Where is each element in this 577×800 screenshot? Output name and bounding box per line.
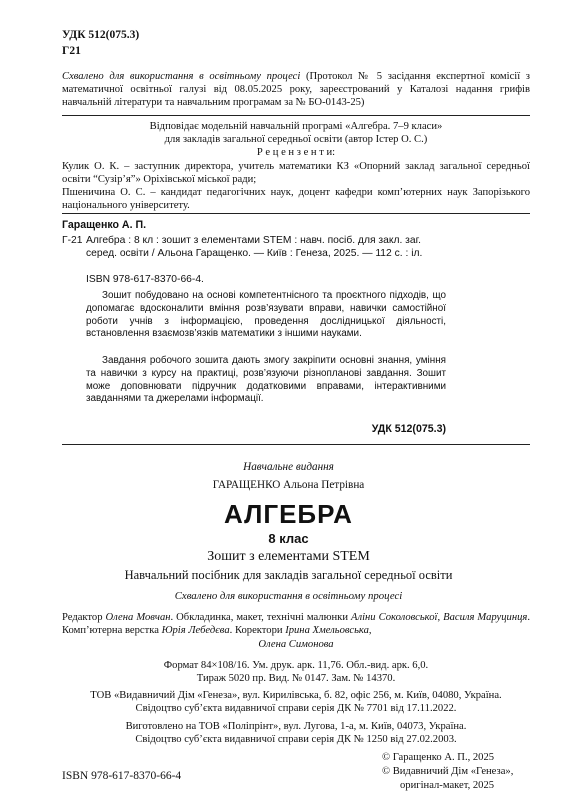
publisher-line-1: ТОВ «Видавничий Дім «Генеза», вул. Кирилівська, б. 82, офіс 256, м. Київ, 04080, Україна. — [90, 690, 502, 701]
print-line: Тираж 5020 пр. Вид. № 0147. Зам. № 14370. — [196, 673, 396, 684]
catalog-annotation-1: Зошит побудовано на основі компетентнісного та проєктного підходів, що допомагає вдосконалити вміння розв’язувати вправи, навички самостійної роботи учнів з інформацією, проведення дослідницької діяльності, встановлення взаємозв’язків математики з іншими науками. — [86, 290, 446, 340]
credits-text-5: . Коректори — [229, 625, 286, 637]
approval-lead: Схвалено для використання в освітньому процесі — [62, 71, 301, 82]
program-line-2: для закладів загальної середньої освіти (автор Істер О. С.) — [164, 134, 428, 145]
divider-1 — [62, 115, 530, 116]
credits-proofreader-1: Ірина Хмельовська — [285, 625, 369, 637]
copyright-2: © Видавничий Дім «Генеза», — [382, 766, 514, 777]
printer-line-1: Виготовлено на ТОВ «Поліпрінт», вул. Лугова, 1-а, м. Київ, 04073, Україна. — [125, 721, 467, 732]
catalog-isbn: ISBN 978-617-8370-66-4. — [86, 274, 204, 285]
reviewer-1: Кулик О. К. – заступник директора, учитель математики КЗ «Опорний заклад загальної середньої освіти “Сузір’я”» Оріхівської міської ради; — [62, 161, 530, 186]
copyright-1: © Гаращенко А. П., 2025 — [382, 752, 495, 763]
catalog-code: Г-21 — [62, 235, 83, 246]
reviewers-title: Р е ц е н з е н т и: — [256, 147, 336, 158]
divider-2 — [62, 213, 530, 214]
divider-3 — [62, 444, 530, 445]
credits-editor: Олена Мовчан — [105, 612, 171, 623]
publisher-line-2: Свідоцтво суб’єкта видавничої справи серія ДК № 7701 від 17.11.2022. — [135, 703, 457, 714]
book-purpose: Навчальний посібник для закладів загальної середньої освіти — [124, 568, 453, 582]
credits-layout: Юрія Лебедєва — [161, 625, 230, 637]
book-grade: 8 клас — [268, 531, 309, 546]
credits-text-1: Редактор — [62, 612, 106, 623]
book-subtitle: Зошит з елементами STEM — [207, 549, 370, 564]
catalog-annotation-2: Завдання робочого зошита дають змогу закріпити основні знання, уміння та навички з курсу на практиці, розв’язуючи різнопланові завдання. Зошит може доповнювати підручник додатковими вправами, інтерактивними завданнями та джерелами інформації. — [86, 355, 446, 405]
isbn-bottom: ISBN 978-617-8370-66-4 — [62, 770, 182, 782]
program-line-1: Відповідає модельній навчальній програмі «Алгебра. 7–9 класи» — [149, 121, 443, 132]
catalog-description: Алгебра : 8 кл : зошит з елементами STEM : навч. посіб. для закл. заг. серед. освіти / Альона Гаращенко. — Київ : Генеза, 2025. — 112 с. : іл. — [86, 235, 423, 259]
credits-text-3: , — [437, 612, 444, 623]
book-title: АЛГЕБРА — [224, 499, 353, 529]
code-top: Г21 — [62, 45, 81, 57]
catalog-udk: УДК 512(075.3) — [371, 423, 446, 435]
catalog-author: Гаращенко А. П. — [62, 219, 147, 231]
approval-paragraph — [62, 70, 530, 110]
credits-text-6: , — [368, 625, 372, 637]
credits-text-2: . Обкладинка, макет, технічні малюнки — [170, 612, 351, 623]
credits-proofreader-2: Олена Симонова — [258, 639, 334, 650]
edition-type: Навчальне видання — [243, 461, 334, 473]
credits-illustrator-1: Аліни Соколовської — [351, 612, 438, 623]
printer-line-2: Свідоцтво суб’єкта видавничої справи серія ДК № 1250 від 27.02.2003. — [135, 734, 457, 745]
credits-illustrator-2: Василя Маруцинця — [443, 612, 528, 623]
approved-short: Схвалено для використання в освітньому процесі — [174, 590, 403, 602]
author-full: ГАРАЩЕНКО Альона Петрівна — [212, 479, 365, 491]
format-line: Формат 84×108/16. Ум. друк. арк. 11,76. Обл.-вид. арк. 6,0. — [163, 660, 429, 671]
credits — [62, 611, 530, 638]
approval-rest: (Протокол № 5 засідання експертної комісії з математичної освітньої галузі від 08.05.2025 року, зареєстрований у Каталозі надання грифів навчальній літератури та навчальним програмам за № БО-0143-25) — [62, 71, 530, 109]
copyright-3: оригінал-макет, 2025 — [400, 780, 495, 791]
udk-top: УДК 512(075.3) — [62, 29, 140, 41]
reviewer-2: Пшеничина О. С. – кандидат педагогічних наук, доцент кафедри комп’ютерних наук Запорізького національного університету. — [62, 187, 530, 212]
credits-text-4: . Комп’ютерна верстка — [62, 612, 530, 637]
